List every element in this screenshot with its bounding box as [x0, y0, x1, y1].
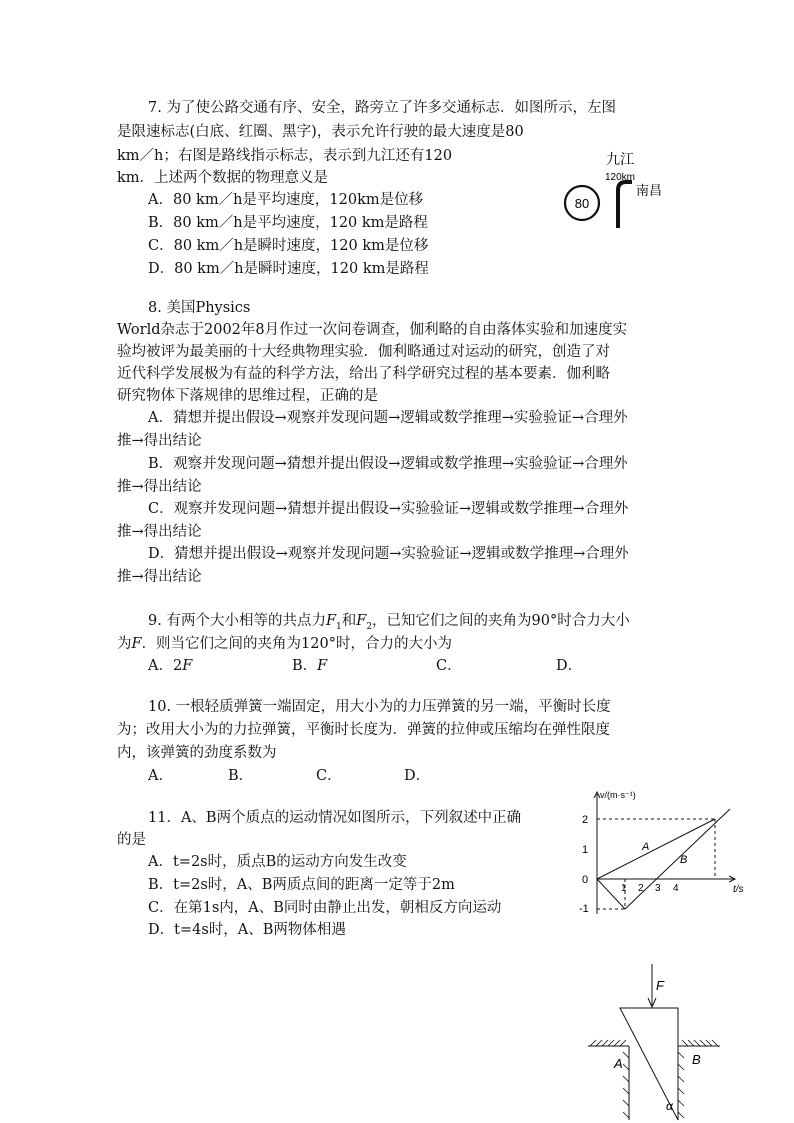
q7-option-b: B．80 km／h是平均速度，120 km是路程 [148, 215, 428, 231]
q7-option-c: C．80 km／h是瞬时速度，120 km是位移 [148, 238, 429, 254]
q9-f1-sub: 1 [336, 621, 342, 632]
left-block-label: A [614, 1056, 623, 1071]
q8-option-d: D．猜想并提出假设→观察并发现问题→实验验证→逻辑或数学推理→合理外 [148, 546, 629, 562]
q10-line-1: 10. 一根轻质弹簧一端固定，用大小为的力压弹簧的另一端，平衡时长度 [148, 699, 611, 715]
q9-text-a: 9. 有两个大小相等的共点力 [148, 613, 326, 629]
q9-option-a [148, 656, 192, 676]
x-tick-3: 3 [655, 883, 661, 894]
v-axis-label: v/(m·s⁻¹) [600, 790, 636, 800]
label-b: B [680, 854, 688, 866]
q7-line-1: 7. 为了使公路交通有序、安全，路旁立了许多交通标志．如图所示，左图 [148, 100, 616, 116]
q7-option-d: D．80 km／h是瞬时速度，120 km是路程 [148, 261, 429, 277]
left-hatching [590, 1040, 626, 1046]
q9-line-2 [117, 634, 452, 654]
q10-line-2: 为；改用大小为的力拉弹簧，平衡时长度为．弹簧的拉伸或压缩均在弹性限度 [117, 722, 610, 738]
t-axis-label: t/s [733, 884, 744, 895]
q8-line-5: 研究物体下落规律的思维过程，正确的是 [117, 388, 378, 404]
q8-option-a: A．猜想并提出假设→观察并发现问题→逻辑或数学推理→实验验证→合理外 [148, 410, 628, 426]
q7-line-4: km．上述两个数据的物理意义是 [117, 170, 329, 186]
right-hatching [682, 1040, 718, 1046]
q9-text-b: ，已知它们之间的夹角为90°时合力大小 [372, 613, 630, 629]
q8-option-a-cont: 推→得出结论 [117, 433, 202, 449]
line-b [597, 809, 730, 909]
q9-f2: F [356, 613, 367, 629]
q9-option-b-label: B． [292, 658, 318, 674]
velocity-time-graph [570, 784, 760, 926]
q11-line-1: 11．A、B两个质点的运动情况如图所示，下列叙述中正确 [148, 810, 522, 826]
q11-option-d: D．t=4s时，A、B两物体相遇 [148, 922, 346, 938]
q9-f: F [131, 636, 142, 652]
q9-option-c: C． [436, 658, 462, 674]
y-tick-1: 1 [582, 844, 589, 856]
q9-and: 和 [341, 613, 357, 629]
y-tick-0: 0 [582, 874, 589, 886]
q9-text-d: ．则当它们之间的夹角为120°时，合力的大小为 [141, 636, 452, 652]
route-sign-arrow [618, 182, 632, 228]
speed-limit-value: 80 [574, 196, 590, 211]
q9-line-1 [148, 611, 630, 637]
q10-line-3: 内，该弹簧的劲度系数为 [117, 745, 277, 761]
q9-f2-sub: 2 [366, 621, 373, 632]
x-tick-4: 4 [673, 883, 679, 894]
q7-line-2: 是限速标志(白底、红圈、黑字)，表示允许行驶的最大速度是80 [117, 124, 524, 140]
q8-line-1: 8. 美国Physics [148, 300, 251, 316]
q10-option-c: C． [316, 768, 342, 784]
q9-f1: F [325, 613, 337, 629]
traffic-signs-figure [560, 148, 680, 230]
y-tick-2: 2 [582, 814, 589, 826]
x-tick-2: 2 [638, 883, 644, 894]
q11-line-2: 的是 [117, 832, 146, 848]
q9-text-c: 为 [117, 636, 132, 652]
angle-label: α [666, 1099, 673, 1113]
x-tick-1: 1 [621, 883, 627, 894]
y-tick-neg1: -1 [579, 903, 589, 915]
q9-option-a-var: F [182, 658, 193, 674]
right-wall-hatching [678, 1052, 684, 1118]
q9-option-b [292, 656, 327, 676]
q11-option-c: C．在第1s内，A、B同时由静止出发，朝相反方向运动 [148, 900, 502, 916]
left-wall-hatching [623, 1052, 629, 1118]
q11-option-b: B．t=2s时，A、B两质点间的距离一定等于2m [148, 877, 455, 893]
q8-option-d-cont: 推→得出结论 [117, 569, 202, 585]
q8-line-2: World杂志于2002年8月作过一次问卷调查，伽利略的自由落体实验和加速度实 [117, 322, 628, 338]
route-destination-right: 南昌 [636, 183, 663, 198]
q8-option-b-cont: 推→得出结论 [117, 479, 202, 495]
q11-option-a: A．t=2s时，质点B的运动方向发生改变 [148, 854, 407, 870]
q8-option-c-cont: 推→得出结论 [117, 524, 202, 540]
route-destination-top: 九江 [606, 151, 634, 167]
q10-option-b: B． [228, 768, 254, 784]
q8-option-b: B．观察并发现问题→猜想并提出假设→逻辑或数学推理→实验验证→合理外 [148, 456, 628, 472]
q7-line-3: km／h；右图是路线指示标志，表示到九江还有120 [117, 148, 453, 164]
wedge-figure [580, 960, 730, 1122]
right-block-label: B [692, 1052, 701, 1067]
q9-option-b-var: F [317, 658, 328, 674]
q10-option-a: A． [148, 768, 173, 784]
route-destination-distance: 120km [605, 172, 636, 183]
line-a [597, 819, 715, 879]
q8-line-4: 近代科学发展极为有益的科学方法，给出了科学研究过程的基本要素．伽利略 [117, 366, 610, 382]
q10-option-d: D． [404, 768, 431, 784]
force-label: F [656, 978, 664, 993]
q7-option-a: A．80 km／h是平均速度，120km是位移 [148, 192, 424, 208]
label-a: A [642, 841, 650, 853]
q8-option-c: C．观察并发现问题→猜想并提出假设→实验验证→逻辑或数学推理→合理外 [148, 501, 629, 517]
q8-line-3: 验均被评为最美丽的十大经典物理实验．伽利略通过对运动的研究，创造了对 [117, 344, 610, 360]
q9-option-a-label: A．2 [148, 658, 183, 674]
q9-option-d: D． [556, 658, 583, 674]
